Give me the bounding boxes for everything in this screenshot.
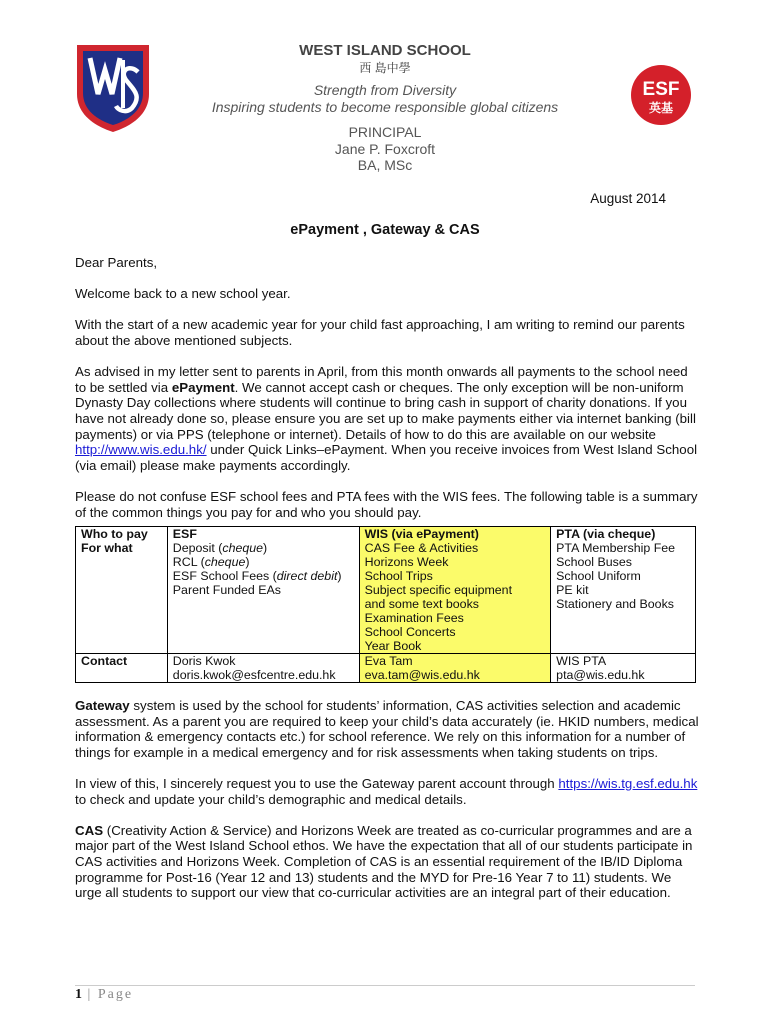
letter-body [75,255,700,916]
list-item: RCL (cheque) [172,555,250,570]
esf-column [167,527,359,654]
epayment-text-b: . We cannot accept cash or cheques. The only exception will be non-uniform Dynasty Day collections where students will continue to bring cash in support of charity donations. If you have not already done so, please ensure you are set up to make payments either via internet banking (bill payments) or via PPS (telephone or internet). Details of how to do this are available on our website [75,379,696,442]
pta-column [551,527,696,654]
pta-contact-email: pta@wis.edu.hk [556,668,645,683]
principal-title: PRINCIPAL [348,124,422,140]
row-label-who: Who to pay [81,527,148,542]
wis-crest-logo [74,42,152,134]
list-item: ESF School Fees (direct debit) [172,569,342,584]
table-row [76,527,696,654]
table-cell [76,527,168,654]
letterhead [150,42,620,174]
esf-logo-text: ESF [642,79,680,100]
pta-contact-name: WIS PTA [556,654,607,669]
esf-contact-name: Doris Kwok [172,654,236,669]
table-cell [76,654,168,683]
principal-name: Jane P. Foxcroft [334,140,436,157]
list-item: Parent Funded EAs [172,583,281,598]
list-item: Stationery and Books [556,597,674,612]
esf-header: ESF [172,527,197,542]
gateway-text: system is used by the school for students’ information, CAS activities selection and academic assessment. As a parent you are required to keep your child’s data accurately (ie. HKID numbers, medical information & emergency contacts etc.) for school reference. We rely on this information for a number of things for example in a medical emergency and for risk assessments when taking students on trips. [75,698,699,760]
gateway-request-text-a: In view of this, I sincerely request you to use the Gateway parent account through [75,776,559,792]
cas-text: (Creativity Action & Service) and Horizons Week are treated as co-curricular programmes and are a major part of the West Island School ethos. We have the expectation that all of our students participate in CAS activities and Horizons Week. Completion of CAS is an essential requirement of the IB/ID Diploma programme for Post-16 (Year 12 and 13) students and the MYD for Pre-16 Year 7 to 11) students. We urge all students to support our view that co-curricular activities are an integral part of their education. [75,822,693,901]
letter-date: August 2014 [590,191,666,206]
page-label: Page [97,987,134,1002]
esf-logo-chinese: 英基 [648,101,674,115]
paragraph-gateway [75,698,700,760]
paragraph-intro: With the start of a new academic year for your child fast approaching, I am writing to remind our parents about the above mentioned subjects. [75,317,685,348]
epayment-bold: ePayment [171,379,235,395]
epayment-text-c: under Quick Links–ePayment. When you receive invoices from West Island School (via email) please make payments accordingly. [75,442,698,473]
list-item: Deposit (cheque) [172,541,268,556]
pta-header: PTA (via cheque) [556,527,656,542]
wis-contact-name: Eva Tam [364,654,413,669]
table-row [76,654,696,683]
wis-column [359,527,551,654]
pta-contact-cell [551,654,696,683]
wis-header: WIS (via ePayment) [364,527,479,542]
esf-contact-email: doris.kwok@esfcentre.edu.hk [172,668,336,683]
paragraph-gateway-request [75,776,700,807]
list-item: PE kit [556,583,589,598]
paragraph-fees-intro: Please do not confuse ESF school fees and PTA fees with the WIS fees. The following table is a summary of the common things you pay for and who you should pay. [75,488,698,520]
list-item: Year Book [364,639,422,654]
list-item: School Concerts [364,625,456,640]
letter-title: ePayment , Gateway & CAS [290,222,480,238]
footer-divider [75,985,695,986]
school-name-chinese: 西 島中學 [359,61,411,75]
wis-contact-email: eva.tam@wis.edu.hk [364,668,480,683]
list-item: Subject specific equipment [364,583,513,598]
gateway-link[interactable]: https://wis.tg.esf.edu.hk [558,776,698,792]
gateway-bold: Gateway [75,698,130,714]
esf-contact-cell [167,654,359,683]
list-item: School Buses [556,555,632,570]
wis-website-link[interactable]: http://www.wis.edu.hk/ [75,442,207,458]
page-footer [75,987,133,1003]
row-label-for: For what [81,541,133,556]
school-name: WEST ISLAND SCHOOL [299,42,471,59]
epayment-text-a: As advised in my letter sent to parents in April, from this month onwards all payments to the school need to be settled via [75,364,688,395]
cas-bold: CAS [75,822,104,838]
motto-line-2: Inspiring students to become responsible global citizens [211,99,559,115]
list-item: School Trips [364,569,433,584]
gateway-request-text-b: to check and update your child’s demographic and medical details. [75,791,467,807]
motto-line-1: Strength from Diversity [313,82,457,98]
list-item: and some text books [364,597,479,612]
row-label-contact: Contact [81,654,128,669]
list-item: School Uniform [556,569,641,584]
paragraph-epayment [75,364,700,473]
list-item: PTA Membership Fee [556,541,676,556]
wis-contact-cell [359,654,551,683]
esf-logo [631,65,691,125]
footer-separator: | [82,987,98,1002]
payment-summary-table [75,526,696,683]
list-item: Examination Fees [364,611,464,626]
principal-degrees: BA, MSc [357,157,413,173]
list-item: CAS Fee & Activities [364,541,479,556]
paragraph-welcome: Welcome back to a new school year. [75,286,291,302]
paragraph-cas [75,823,700,901]
page-number: 1 [75,987,82,1002]
list-item: Horizons Week [364,555,449,570]
salutation: Dear Parents, [75,255,158,270]
